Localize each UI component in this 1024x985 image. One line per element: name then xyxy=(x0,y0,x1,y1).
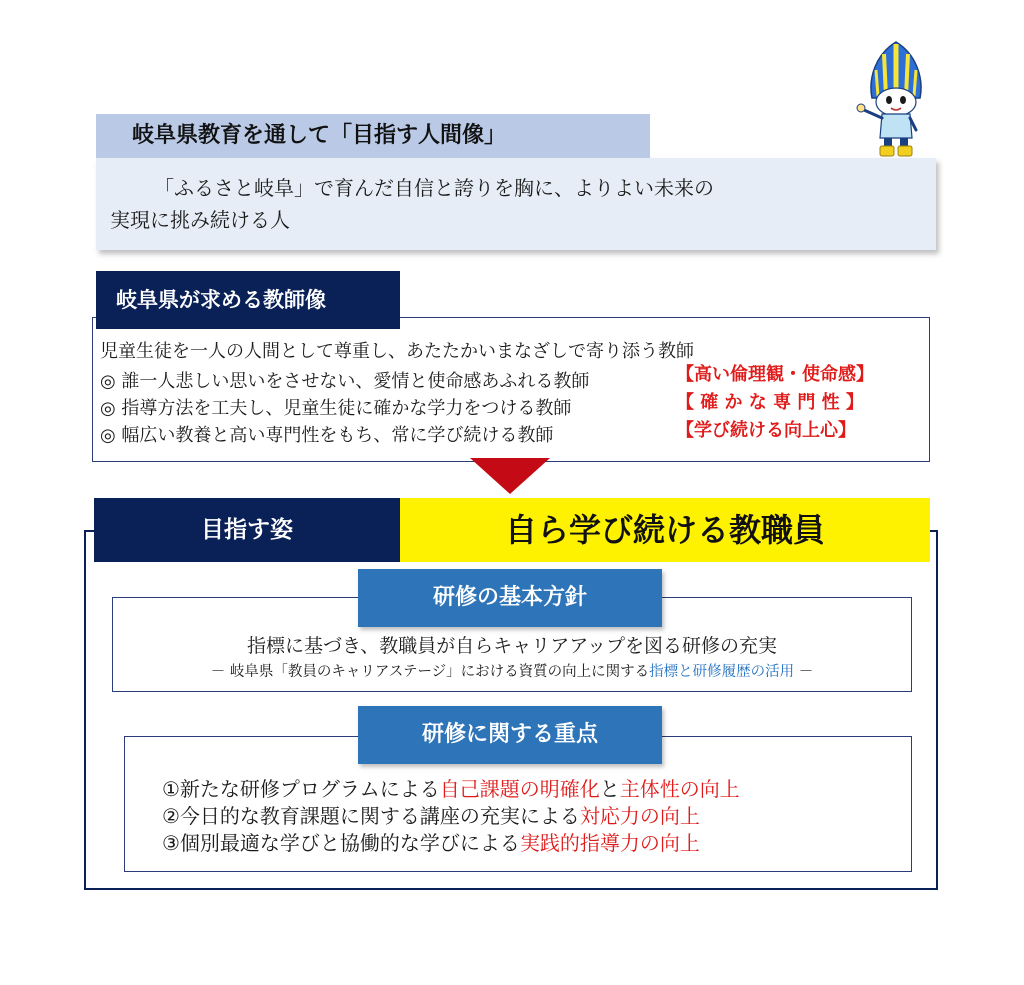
policy-sub-highlight: 指標と研修履歴の活用 xyxy=(649,664,795,680)
policy-title: 研修の基本方針 xyxy=(358,569,662,627)
policy-sub-prefix: － 岐阜県「教員のキャリアステージ」における資質の向上に関する xyxy=(210,664,650,680)
teacher-tag: 【高い倫理観・使命感】 xyxy=(676,364,874,385)
focus-line-text: ②今日的な教育課題に関する講座の充実による xyxy=(162,804,580,828)
goal-label: 目指す姿 xyxy=(94,498,400,562)
focus-line xyxy=(162,774,740,804)
teacher-item: ◎ 指導方法を工夫し、児童生徒に確かな学力をつける教師 xyxy=(100,398,572,419)
focus-line-highlight: 実践的指導力の向上 xyxy=(519,831,700,855)
teacher-tag: 【 確 か な 専 門 性 】 xyxy=(676,392,864,413)
vision-text xyxy=(110,172,910,236)
focus-line xyxy=(162,828,700,858)
focus-line-text: ①新たな研修プログラムによる xyxy=(162,777,440,801)
focus-line-highlight: 自己課題の明確化 xyxy=(439,777,600,801)
focus-title: 研修に関する重点 xyxy=(358,706,662,764)
policy-sub xyxy=(112,660,912,684)
vision-line-2: 実現に挑み続ける人 xyxy=(110,208,290,232)
teacher-tag: 【学び続ける向上心】 xyxy=(676,420,856,441)
teacher-item: ◎ 幅広い教養と高い専門性をもち、常に学び続ける教師 xyxy=(100,425,554,446)
focus-line-text: と xyxy=(599,777,620,801)
focus-line-highlight: 対応力の向上 xyxy=(579,804,700,828)
focus-line-highlight: 主体性の向上 xyxy=(619,777,740,801)
vision-title: 岐阜県教育を通して「目指す人間像」 xyxy=(96,114,650,158)
down-arrow-icon xyxy=(470,458,550,494)
teacher-lead: 児童生徒を一人の人間として尊重し、あたたかいまなざしで寄り添う教師 xyxy=(100,341,694,362)
policy-sub-suffix: － xyxy=(794,664,814,680)
focus-line-text: ③個別最適な学びと協働的な学びによる xyxy=(162,831,520,855)
teacher-title: 岐阜県が求める教師像 xyxy=(96,271,400,329)
focus-line xyxy=(162,801,700,831)
teacher-item: ◎ 誰一人悲しい思いをさせない、愛情と使命感あふれる教師 xyxy=(100,371,590,392)
goal-value: 自ら学び続ける教職員 xyxy=(400,498,930,562)
policy-main: 指標に基づき、教職員が自らキャリアアップを図る研修の充実 xyxy=(247,635,777,657)
vision-line-1: 「ふるさと岐阜」で育んだ自信と誇りを胸に、よりよい未来の xyxy=(154,176,714,200)
mascot-character-icon xyxy=(846,40,946,160)
